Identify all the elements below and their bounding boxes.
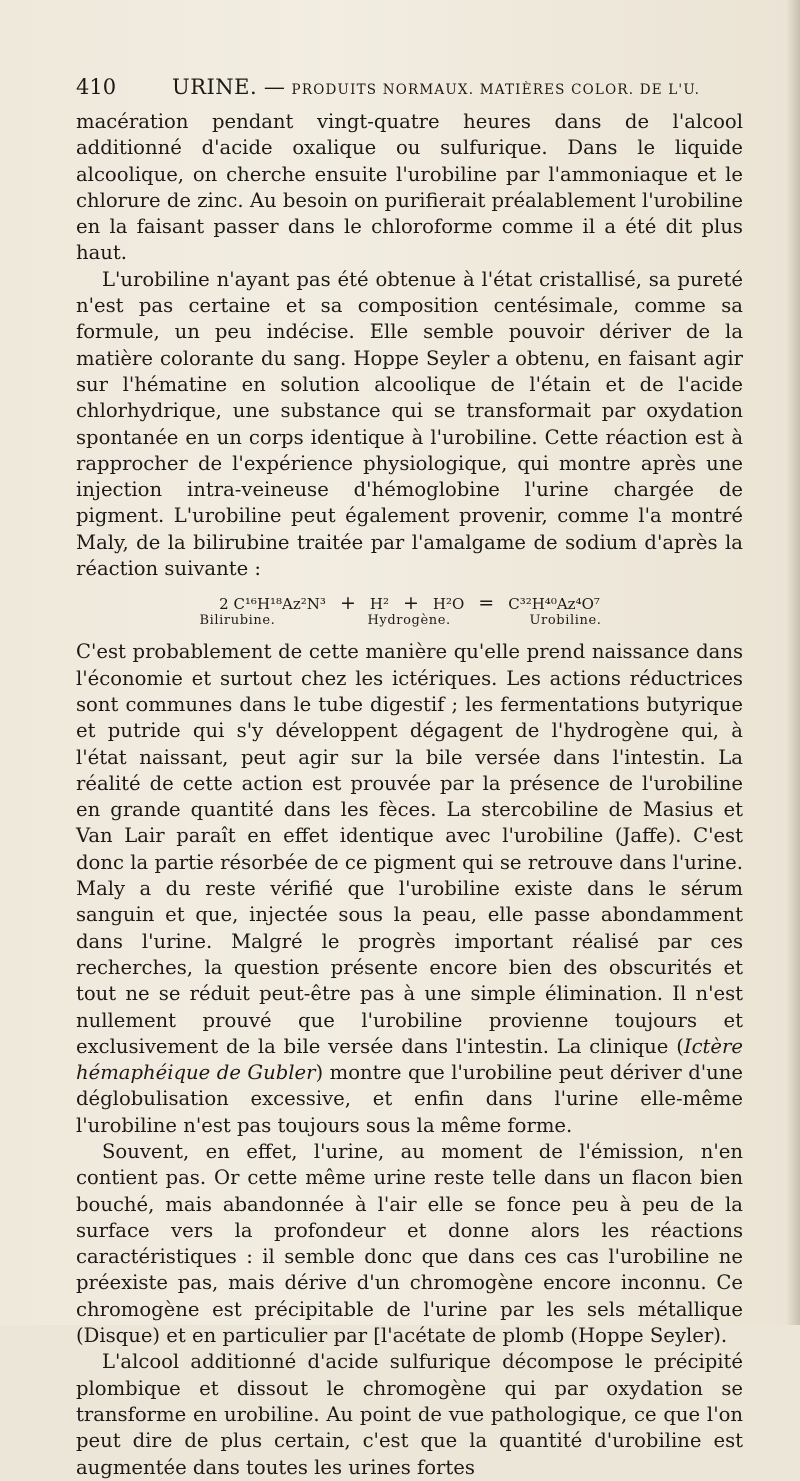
page-number: 410 bbox=[76, 75, 117, 99]
paragraph-3 bbox=[76, 639, 743, 1139]
header-separator: — bbox=[257, 75, 292, 99]
paragraph-3-end: ) montre que l'urobiline peut dériver d'une déglobulisation excessive, et enfin dans l'urine elle-même l'urobiline n'est pas toujours sous la même forme. bbox=[76, 1061, 743, 1137]
label-bilirubine: Bilirubine. bbox=[199, 613, 276, 629]
paragraph-4: Souvent, en effet, l'urine, au moment de l'émission, n'en contient pas. Or cette même urine reste telle dans un flacon bien bouché, mais abandonnée à l'air elle se fonce peu à peu de la surface vers la profondeur et donne alors les réactions caractéristiques : il semble donc que dans ces cas l'urobiline ne préexiste pas, mais dérive d'un chromogène encore inconnu. Ce chromogène est précipitable de l'urine par les sels métallique (Disque) et en particulier par [l'acétate de plomb (Hoppe Seyler). bbox=[76, 1139, 743, 1348]
coefficient: 2 bbox=[219, 595, 229, 614]
body-text bbox=[76, 109, 743, 1481]
paragraph-5: L'alcool additionné d'acide sulfurique décompose le précipité plombique et dissout le chromogène qui par oxydation se transforme en urobiline. Au point de vue pathologique, ce que l'on peut dire de plus certain, c'est que la quantité d'urobiline est augmentée dans toutes les urines fortes bbox=[76, 1350, 743, 1479]
hydrogen-formula: H² bbox=[369, 595, 389, 614]
urobiline-formula: C³²H⁴⁰Az⁴O⁷ bbox=[508, 595, 600, 614]
water-formula: H²O bbox=[432, 595, 465, 614]
running-title: PRODUITS NORMAUX. MATIÈRES COLOR. DE L'U. bbox=[291, 82, 701, 98]
chemical-equation bbox=[76, 594, 743, 629]
plus-sign: + bbox=[402, 592, 419, 615]
paragraph-3-text: C'est probablement de cette manière qu'elle prend naissance dans l'économie et surtout chez les ictériques. Les actions réductrices sont communes dans le tube digestif ; les fermentations butyrique et putride qui s'y développent dégagent de l'hydrogène qui, à l'état naissant, peut agir sur la bile versée dans l'intestin. La réalité de cette action est prouvée par la présence de l'urobiline en grande quantité dans les fèces. La stercobiline de Masius et Van Lair paraît en effet identique avec l'urobiline (Jaffe). C'est donc la partie résorbée de ce pigment qui se retrouve dans l'urine. Maly a du reste vérifié que l'urobiline existe dans le sérum sanguin et que, injectée sous la peau, elle passe abondamment dans l'urine. Malgré le progrès important réalisé par ces recherches, la question présente encore bien des obscurités et tout ne se réduit peut-être pas à une simple élimination. Il n'est nullement prouvé que l'urobiline provienne toujours et exclusivement de la bile versée dans l'intestin. La clinique ( bbox=[76, 640, 743, 1058]
running-header bbox=[76, 74, 756, 103]
paragraph-2: L'urobiline n'ayant pas été obtenue à l'état cristallisé, sa pureté n'est pas certaine et sa composition centésimale, comme sa formule, un peu indécise. Elle semble pouvoir dériver de la matière colorante du sang. Hoppe Seyler a obtenu, en faisant agir sur l'hématine en solution alcoolique de l'étain et de l'acide chlorhydrique, une substance qui se transformait par oxydation spontanée en un corps identique à l'urobiline. Cette réaction est à rapprocher de l'expérience physiologique, qui montre après une injection intra-veineuse d'hémoglobine l'urine chargée de pigment. L'urobiline peut également provenir, comme l'a montré Maly, de la bilirubine traitée par l'amalgame de sodium d'après la réaction suivante : bbox=[76, 267, 743, 581]
plus-sign: + bbox=[339, 592, 356, 615]
label-hydrogene: Hydrogène. bbox=[367, 613, 451, 629]
paragraph-3-italic: Ictère hémaphéique de Gubler bbox=[76, 1034, 743, 1085]
equals-sign: = bbox=[478, 592, 495, 615]
page-edge-shadow bbox=[786, 0, 800, 1325]
paragraph-1: macération pendant vingt-quatre heures dans de l'alcool additionné d'acide oxalique ou sulfurique. Dans le liquide alcoolique, on cherche ensuite l'urobiline par l'ammoniaque et le chlorure de zinc. Au besoin on purifierait préalablement l'urobiline en la faisant passer dans le chloroforme comme il a été dit plus haut. bbox=[76, 110, 743, 265]
equation-labels bbox=[200, 613, 620, 629]
bilirubine-formula: C¹⁶H¹⁸Az²N³ bbox=[233, 595, 326, 614]
chapter-title: URINE. bbox=[172, 75, 258, 99]
equation-line bbox=[76, 594, 743, 613]
label-urobiline: Urobiline. bbox=[529, 613, 602, 629]
